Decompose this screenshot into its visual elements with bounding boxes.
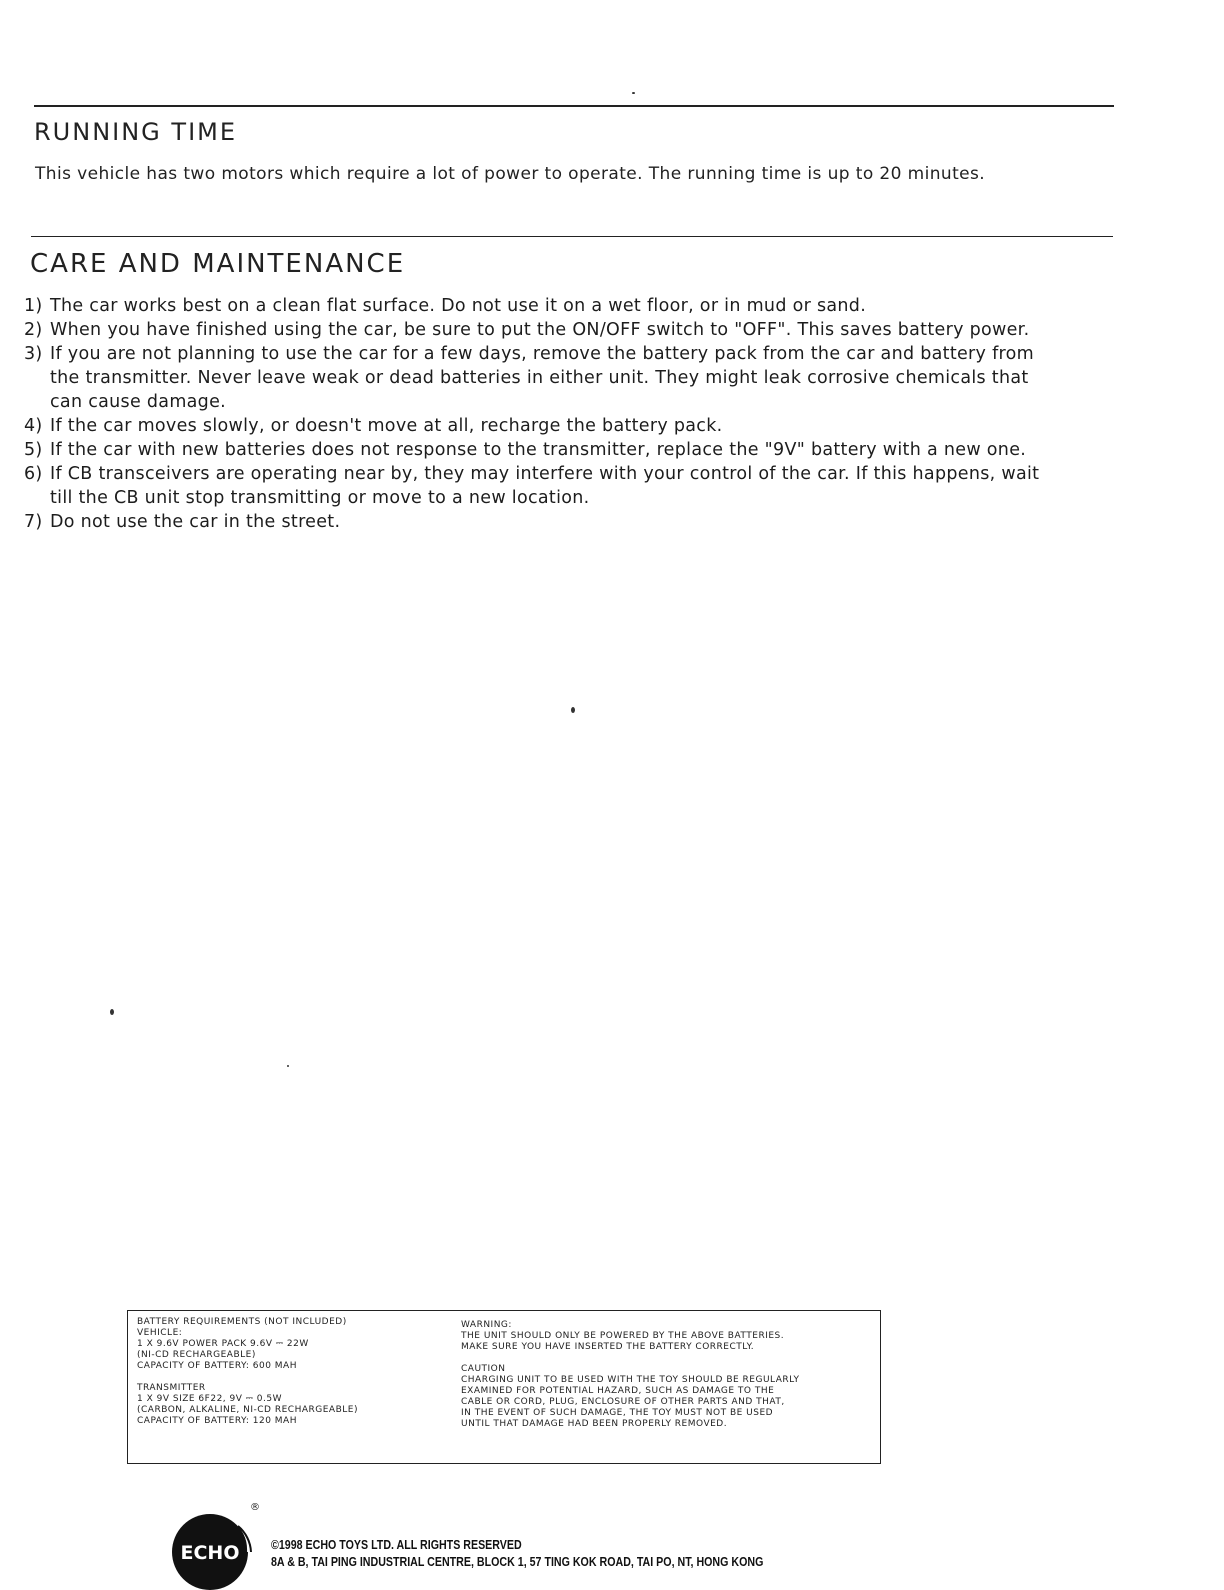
transmitter-label: TRANSMITTER xyxy=(137,1383,206,1393)
list-item-text: If you are not planning to use the car for a few days, remove the battery pack from the car and battery from the transmitter. Never leave weak or dead batteries in either unit. They might leak corrosive chemicals that can cause damage. xyxy=(50,344,1034,412)
scan-speck xyxy=(571,707,575,713)
vehicle-battery-capacity: CAPACITY OF BATTERY: 600 MAH xyxy=(137,1361,297,1371)
footer xyxy=(172,1500,972,1584)
warning-line: MAKE SURE YOU HAVE INSERTED THE BATTERY CORRECTLY. xyxy=(461,1342,755,1352)
transmitter-battery-type: (CARBON, ALKALINE, NI-CD RECHARGEABLE) xyxy=(137,1405,358,1415)
caution-line: IN THE EVENT OF SUCH DAMAGE, THE TOY MUST NOT BE USED xyxy=(461,1408,774,1418)
list-item-number: 2) xyxy=(24,320,43,340)
transmitter-battery: 1 X 9V SIZE 6F22, 9V ⎓ 0.5W xyxy=(137,1394,283,1404)
scan-speck xyxy=(110,1009,114,1015)
list-item-text: When you have finished using the car, be sure to put the ON/OFF switch to "OFF". This saves battery power. xyxy=(50,320,1030,340)
list-item-text: The car works best on a clean flat surface. Do not use it on a wet floor, or in mud or sand. xyxy=(50,296,867,316)
running-time-heading: RUNNING TIME xyxy=(34,118,238,146)
list-item xyxy=(24,510,1064,534)
battery-requirements-column xyxy=(137,1317,447,1427)
list-item-number: 5) xyxy=(24,440,43,460)
caution-label: CAUTION xyxy=(461,1364,506,1374)
battery-requirements-title: BATTERY REQUIREMENTS (NOT INCLUDED) xyxy=(137,1317,347,1327)
copyright-line: ©1998 ECHO TOYS LTD. ALL RIGHTS RESERVED xyxy=(271,1537,522,1552)
registered-mark: ® xyxy=(250,1502,260,1513)
list-item-number: 7) xyxy=(24,512,43,532)
top-divider xyxy=(34,105,1114,107)
caution-line: CHARGING UNIT TO BE USED WITH THE TOY SHOULD BE REGULARLY xyxy=(461,1375,800,1385)
address-line: 8A & B, TAI PING INDUSTRIAL CENTRE, BLOCK 1, 57 TING KOK ROAD, TAI PO, NT, HONG KONG xyxy=(271,1554,764,1569)
care-list xyxy=(24,294,1064,534)
care-heading: CARE AND MAINTENANCE xyxy=(30,249,406,279)
caution-line: CABLE OR CORD, PLUG, ENCLOSURE OF OTHER PARTS AND THAT, xyxy=(461,1397,785,1407)
scan-speck xyxy=(632,92,635,94)
caution-line: UNTIL THAT DAMAGE HAD BEEN PROPERLY REMOVED. xyxy=(461,1419,728,1429)
list-item-number: 4) xyxy=(24,416,43,436)
list-item-number: 6) xyxy=(24,464,43,484)
vehicle-label: VEHICLE: xyxy=(137,1328,183,1338)
list-item-text: If the car with new batteries does not response to the transmitter, replace the "9V" battery with a new one. xyxy=(50,440,1027,460)
middle-divider xyxy=(31,236,1113,237)
warning-label: WARNING: xyxy=(461,1320,512,1330)
battery-warning-box xyxy=(127,1310,881,1464)
running-time-text: This vehicle has two motors which require a lot of power to operate. The running time is up to 20 minutes. xyxy=(35,164,986,184)
scan-speck xyxy=(287,1065,289,1067)
copyright-block xyxy=(271,1536,763,1570)
echo-logo xyxy=(172,1506,256,1590)
list-item-number: 1) xyxy=(24,296,43,316)
list-item xyxy=(24,462,1064,510)
warning-column xyxy=(461,1320,876,1430)
vehicle-power-pack: 1 X 9.6V POWER PACK 9.6V ⎓ 22W xyxy=(137,1339,309,1349)
vehicle-battery-type: (NI-CD RECHARGEABLE) xyxy=(137,1350,256,1360)
list-item-number: 3) xyxy=(24,344,43,364)
list-item xyxy=(24,294,1064,318)
list-item xyxy=(24,438,1064,462)
list-item-text: If the car moves slowly, or doesn't move at all, recharge the battery pack. xyxy=(50,416,723,436)
list-item-text: Do not use the car in the street. xyxy=(50,512,341,532)
list-item-text: If CB transceivers are operating near by, they may interfere with your control of the car. If this happens, wait till the CB unit stop transmitting or move to a new location. xyxy=(50,464,1040,508)
list-item xyxy=(24,414,1064,438)
list-item xyxy=(24,318,1064,342)
caution-line: EXAMINED FOR POTENTIAL HAZARD, SUCH AS DAMAGE TO THE xyxy=(461,1386,775,1396)
transmitter-battery-capacity: CAPACITY OF BATTERY: 120 MAH xyxy=(137,1416,297,1426)
warning-line: THE UNIT SHOULD ONLY BE POWERED BY THE ABOVE BATTERIES. xyxy=(461,1331,785,1341)
logo-text: ECHO xyxy=(180,1542,240,1564)
list-item xyxy=(24,342,1064,414)
